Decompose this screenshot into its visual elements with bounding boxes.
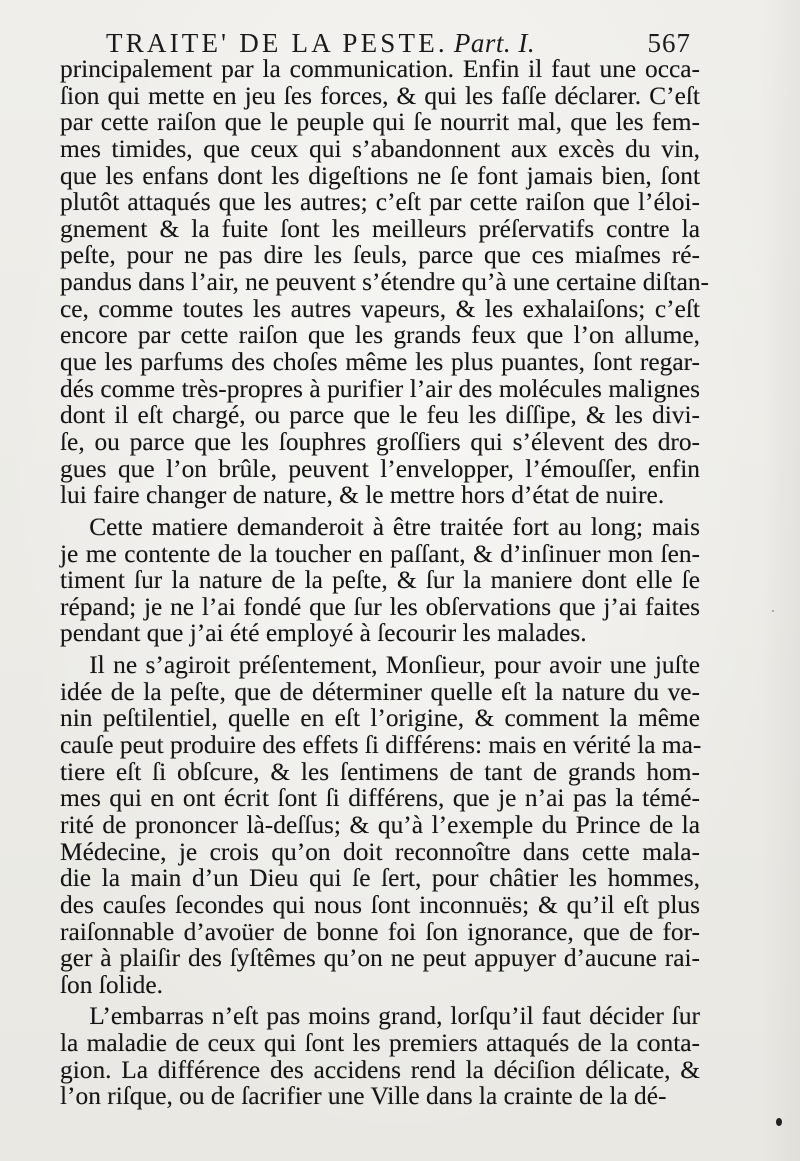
text-line: l’on riſque, ou de ſacrifier une Ville dans la crainte de la dé- [60, 1082, 667, 1111]
text-line: Médecine, je crois qu’on doit reconnoître dans cette mala- [60, 837, 700, 866]
text-line: pandus dans l’air, ne peuvent s’étendre qu’à une certaine diſtan- [60, 268, 709, 297]
text-line: L’embarras n’eſt pas moins grand, lorſqu’il faut décider ſur [89, 1002, 700, 1031]
running-header [106, 22, 691, 58]
text-line: gnement & la fuite ſont les meilleurs préſervatifs contre la [60, 214, 700, 243]
text-line: raiſonnable d’avoüer de bonne foi ſon ignorance, que de for- [60, 917, 700, 946]
text-line: pendant que j’ai été employé à ſecourir les malades. [60, 619, 587, 648]
part-label: Part. I. [453, 28, 536, 58]
text-line: plutôt attaqués que les autres; c’eſt par cette raiſon que l’éloi- [60, 188, 700, 217]
text-line: gion. La différence des accidens rend la déciſion délicate, & [60, 1055, 700, 1084]
text-line: dont il eſt chargé, ou parce que le feu les diſſipe, & les divi- [60, 401, 700, 430]
text-line: tiere eſt ſi obſcure, & les ſentimens de tant de grands hom- [60, 757, 700, 786]
paragraph [60, 514, 700, 647]
text-line: ſion qui mette en jeu ſes forces, & qui les faſſe déclarer. C’eſt [60, 81, 700, 110]
text-line: rité de prononcer là-deſſus; & qu’à l’exemple du Prince de la [60, 810, 700, 839]
text-line: principalement par la communication. Enfin il faut une occa- [60, 55, 700, 83]
text-line: je me contente de la toucher en paſſant, & d’inſinuer mon ſen- [60, 539, 700, 568]
text-line: peſte, pour ne pas dire les ſeuls, parce que ces miaſmes ré- [60, 241, 700, 270]
text-line: Cette matiere demanderoit à être traitée fort au long; mais [89, 512, 700, 541]
text-line: gues que l’on brûle, peuvent l’envelopper, l’émouſſer, enfin [60, 454, 700, 483]
text-line: mes timides, que ceux qui s’abandonnent aux excès du vin, [60, 134, 700, 163]
text-line: nin peſtilentiel, quelle en eſt l’origine, & comment la même [60, 704, 700, 733]
text-line: die la main d’un Dieu qui ſe ſert, pour châtier les hommes, [60, 864, 700, 893]
text-line: des cauſes ſecondes qui nous ſont inconnuës; & qu’il eſt plus [60, 890, 700, 919]
page-edge-shadow [760, 0, 800, 1161]
text-line: timent ſur la nature de la peſte, & ſur la maniere dont elle ſe [60, 566, 700, 595]
paragraph [60, 55, 709, 510]
text-line: par cette raiſon que le peuple qui ſe nourrit mal, que les fem- [60, 108, 700, 137]
ink-speck [776, 1118, 782, 1126]
text-line: cauſe peut produire des effets ſi différens: mais en vérité la ma- [60, 731, 702, 760]
text-line: lui faire changer de nature, & le mettre hors d’état de nuire. [60, 481, 665, 510]
body-text [60, 55, 709, 1111]
text-line: ce, comme toutes les autres vapeurs, & les exhalaiſons; c’eſt [60, 294, 700, 323]
text-line: que les parfums des choſes même les plus puantes, ſont regar- [60, 348, 700, 377]
text-line: ſon ſolide. [60, 970, 163, 999]
text-line: idée de la peſte, que de déterminer quelle eſt la nature du ve- [60, 677, 700, 706]
text-line: dés comme très-propres à purifier l’air des molécules malignes [60, 374, 700, 403]
text-line: que les enfans dont les digeſtions ne ſe font jamais bien, ſont [60, 161, 700, 190]
ink-speck [772, 610, 774, 612]
paragraph [60, 652, 700, 998]
text-line: la maladie de ceux qui ſont les premiers attaqués de la conta- [60, 1029, 700, 1058]
text-line: encore par cette raiſon que les grands feux que l’on allume, [60, 321, 700, 350]
page-number: 567 [647, 28, 691, 58]
text-line: mes qui en ont écrit ſont ſi différens, que je n’ai pas la témé- [60, 784, 700, 813]
text-line: ſe, ou parce que les ſouphres groſſiers qui s’élevent des dro- [60, 427, 700, 456]
text-line: répand; je ne l’ai fondé que ſur les obſervations que j’ai faites [60, 592, 700, 621]
book-title: TRAITE' DE LA PESTE. [106, 28, 448, 58]
paragraph [60, 1003, 700, 1110]
text-line: Il ne s’agiroit préſentement, Monſieur, pour avoir une juſte [89, 651, 700, 680]
text-line: ger à plaiſir des ſyſtêmes qu’on ne peut appuyer d’aucune rai- [60, 944, 700, 973]
